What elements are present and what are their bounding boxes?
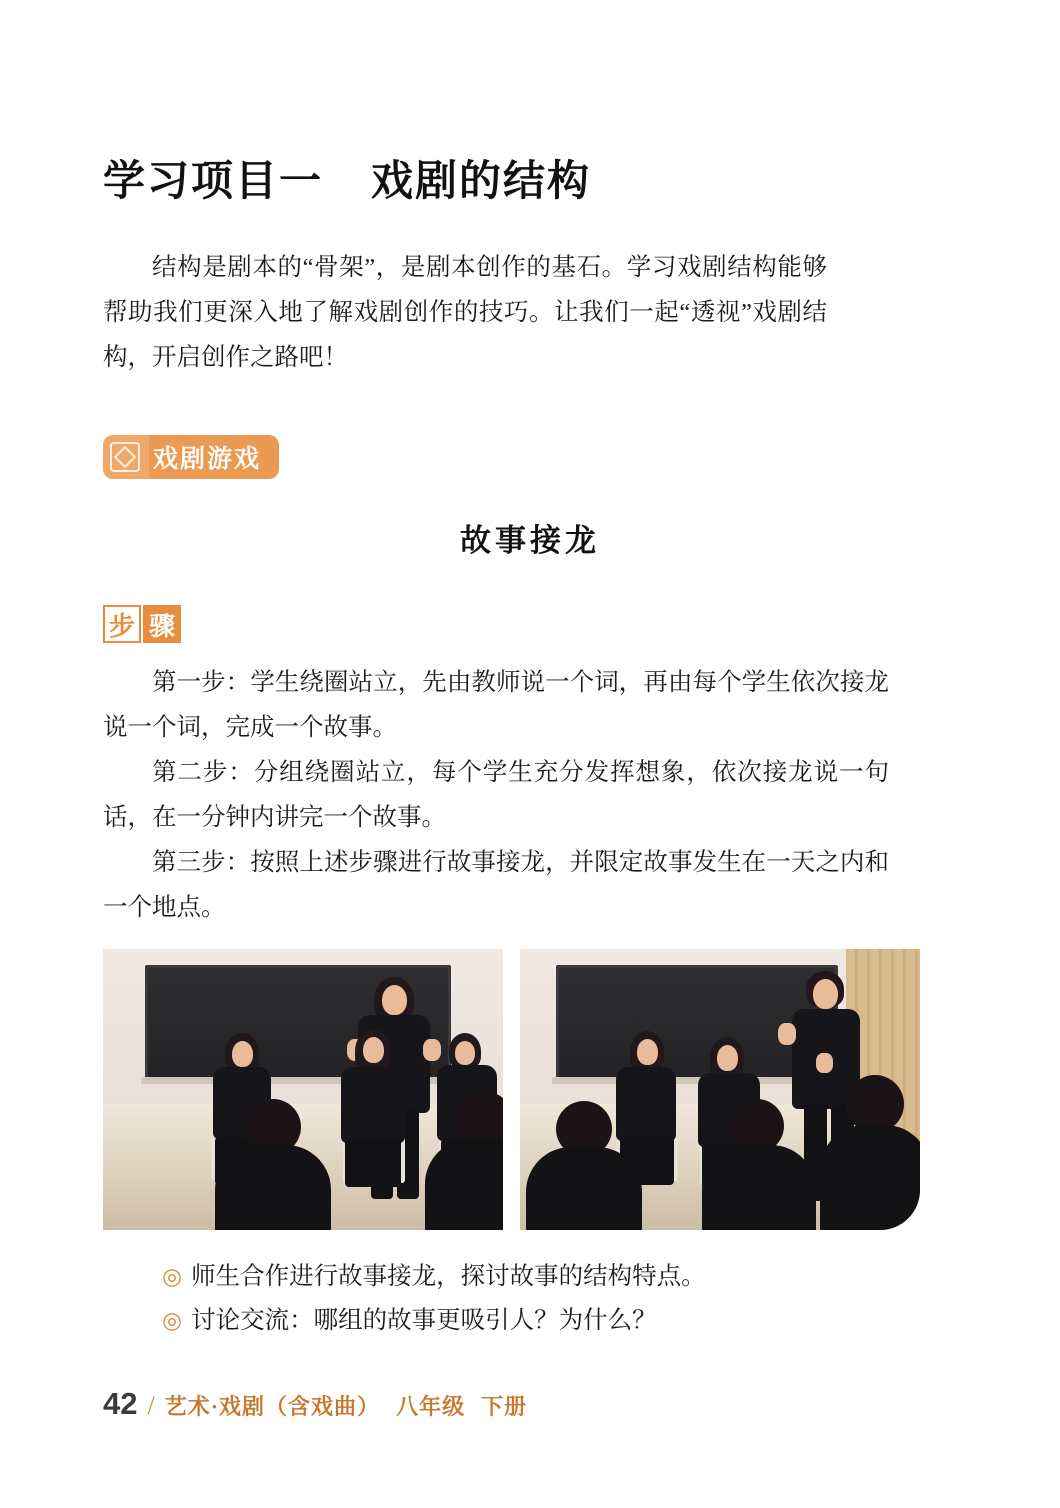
steps-badge (103, 605, 183, 643)
unit-title: 戏剧的结构 (371, 159, 592, 205)
footer-grade: 八年级 (396, 1394, 466, 1419)
hand (778, 1023, 796, 1045)
legs (345, 1139, 401, 1187)
footer-separator: / (147, 1391, 155, 1420)
classroom-photo-left (103, 949, 503, 1230)
torso (341, 1067, 405, 1143)
list-item-text: 讨论交流：哪组的故事更吸引人？为什么？ (191, 1307, 657, 1334)
intro-paragraph (103, 245, 827, 380)
page-number: 42 (103, 1386, 138, 1421)
foreground-back (820, 1125, 920, 1230)
head (717, 1045, 738, 1071)
footer-volume: 下册 (481, 1394, 528, 1419)
footer-book-title: 艺术·戏剧（含戏曲） (164, 1394, 381, 1419)
section-tag-label: 戏剧游戏 (149, 435, 279, 479)
list-item-text: 师生合作进行故事接龙，探讨故事的结构特点。 (191, 1263, 706, 1290)
page-title (103, 148, 591, 208)
list-item (162, 1299, 922, 1343)
foreground-back (425, 1139, 503, 1230)
foreground-back (215, 1145, 331, 1230)
bullet-icon: ◎ (162, 1308, 183, 1333)
intro-text: 结构是剧本的“骨架”，是剧本创作的基石。学习戏剧结构能够帮助我们更深入地了解戏剧创作的技巧。让我们一起“透视”戏剧结构，开启创作之路吧！ (103, 254, 827, 371)
head (455, 1041, 475, 1065)
foreground-back (702, 1145, 816, 1230)
step-item: 第一步：学生绕圈站立，先由教师说一个词，再由每个学生依次接龙说一个词，完成一个故事。 (103, 669, 889, 741)
page-footer (103, 1386, 527, 1422)
step-item: 第三步：按照上述步骤进行故事接龙，并限定故事发生在一天之内和一个地点。 (103, 849, 889, 921)
hand (816, 1053, 833, 1073)
head (637, 1039, 658, 1065)
photo-row (103, 949, 921, 1230)
hand (423, 1039, 441, 1061)
unit-label: 学习项目一 (103, 159, 324, 205)
steps-list (103, 660, 889, 930)
head (232, 1041, 253, 1067)
discussion-list (162, 1255, 922, 1343)
head (813, 979, 838, 1009)
steps-badge-char-2: 骤 (143, 605, 181, 643)
steps-badge-char-1: 步 (103, 605, 141, 643)
step-item: 第二步：分组绕圈站立，每个学生充分发挥想象，依次接龙说一句话，在一分钟内讲完一个故事。 (103, 759, 889, 831)
bullet-icon: ◎ (162, 1264, 183, 1289)
foreground-back (526, 1147, 642, 1230)
head (382, 985, 407, 1015)
game-title: 故事接龙 (460, 523, 600, 558)
torso (616, 1067, 676, 1141)
list-item (162, 1255, 922, 1299)
ornament-icon (103, 435, 149, 479)
classroom-photo-right (520, 949, 920, 1230)
head (363, 1037, 384, 1063)
section-tag-drama-game (103, 435, 279, 479)
